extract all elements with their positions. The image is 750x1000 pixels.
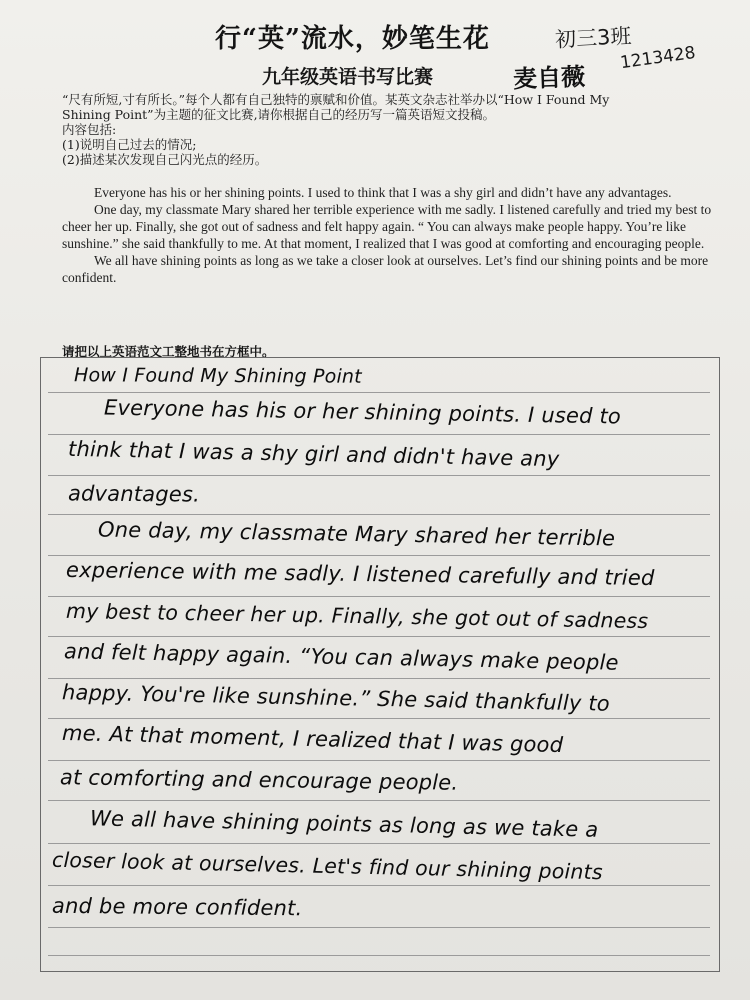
handwritten-line: closer look at ourselves. Let's find our shining points	[51, 847, 603, 885]
handwritten-line: and be more confident.	[51, 893, 303, 921]
handwritten-line: happy. You're like sunshine.” She said thankfully to	[61, 680, 611, 716]
copy-instruction: 请把以上英语范文工整地书在方框中。	[62, 344, 275, 359]
handwritten-class: 初三3班	[554, 24, 633, 52]
handwritten-line: me. At that moment, I realized that I was good	[61, 720, 564, 758]
page-subtitle: 九年级英语书写比赛	[262, 66, 434, 88]
ruled-line	[48, 514, 710, 515]
prompt-intro-line1: “尺有所短,寸有所长。”每个人都有自己独特的禀赋和价值。某英文杂志社举办以“How I Found My	[62, 92, 610, 107]
ruled-line	[48, 555, 710, 556]
writing-prompt	[62, 92, 702, 167]
ruled-line	[48, 800, 710, 801]
ruled-line	[48, 475, 710, 476]
ruled-line	[48, 955, 710, 956]
handwritten-student-name: 麦自薇	[512, 62, 586, 94]
model-paragraph-2: One day, my classmate Mary shared her terrible experience with me sadly. I listened carefully and tried my best to cheer her up. Finally, she got out of sadness and felt happy again. “ You can always make people happy. You’re like sunshine.” she said thankfully to me. At that moment, I realized that I was good at comforting and encouraging people.	[62, 202, 712, 251]
handwritten-line: at comforting and encourage people.	[59, 765, 459, 795]
prompt-item-1: (1)说明自己过去的情况;	[62, 137, 197, 152]
prompt-contents-label: 内容包括:	[62, 122, 117, 137]
handwritten-title: How I Found My Shining Point	[73, 364, 362, 388]
ruled-line	[48, 678, 710, 679]
ruled-line	[48, 596, 710, 597]
handwritten-student-id: 1213428	[618, 42, 697, 74]
ruled-line	[48, 636, 710, 637]
model-paragraph-1: Everyone has his or her shining points. I used to think that I was a shy girl and didn’t have any advantages.	[94, 185, 672, 200]
handwritten-line: Everyone has his or her shining points. I used to	[103, 395, 622, 429]
ruled-line	[48, 434, 710, 435]
handwritten-line: experience with me sadly. I listened carefully and tried	[65, 557, 655, 591]
ruled-line	[48, 392, 710, 393]
handwritten-line: and felt happy again. “You can always make people	[63, 639, 619, 675]
model-paragraph-3: We all have shining points as long as we take a closer look at ourselves. Let’s find our shining points and be more confident.	[62, 253, 709, 285]
ruled-line	[48, 927, 710, 928]
ruled-line	[48, 760, 710, 761]
ruled-line	[48, 885, 710, 886]
handwritten-line: We all have shining points as long as we take a	[89, 806, 599, 842]
model-essay	[62, 184, 712, 286]
page-title: 行“英”流水，妙笔生花	[215, 24, 490, 54]
handwritten-line: One day, my classmate Mary shared her terrible	[97, 517, 616, 551]
ruled-line	[48, 718, 710, 719]
handwritten-line: think that I was a shy girl and didn't have any	[67, 436, 560, 472]
ruled-line	[48, 843, 710, 844]
handwritten-line: my best to cheer her up. Finally, she got out of sadness	[65, 598, 649, 634]
handwritten-line: advantages.	[67, 481, 201, 507]
prompt-intro-line2: Shining Point”为主题的征文比赛,请你根据自己的经历写一篇英语短文投稿。	[62, 107, 496, 122]
prompt-item-2: (2)描述某次发现自己闪光点的经历。	[62, 152, 268, 167]
